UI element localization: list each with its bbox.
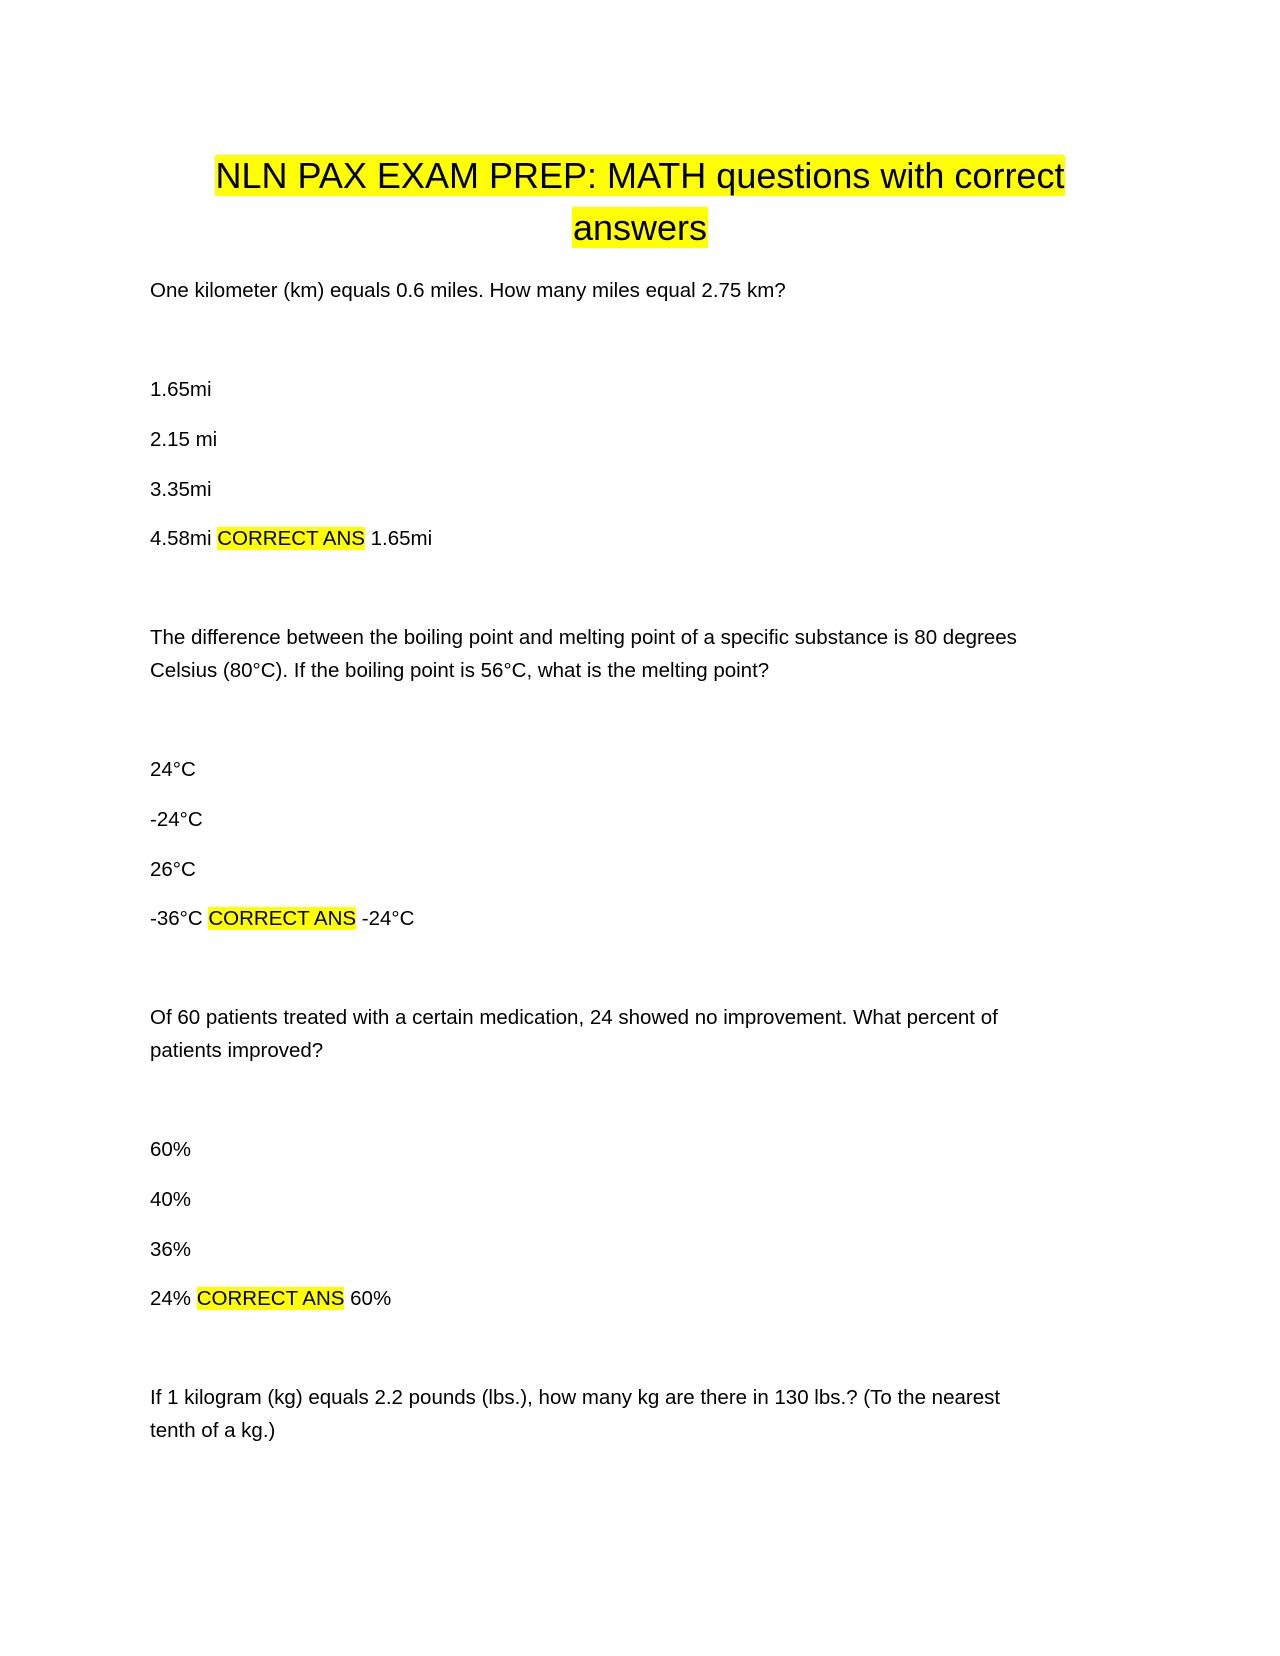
correct-answer: 1.65mi xyxy=(370,527,433,550)
question-1-text: One kilometer (km) equals 0.6 miles. How many miles equal 2.75 km? xyxy=(150,279,786,302)
question-1-option-c: 3.35mi xyxy=(150,478,212,501)
title-line-1: NLN PAX EXAM PREP: MATH questions with correct xyxy=(215,155,1065,196)
option-text: 24% xyxy=(150,1287,192,1310)
question-2-option-c: 26°C xyxy=(150,858,196,881)
question-2-option-d-with-answer xyxy=(150,904,414,934)
question-2-option-a: 24°C xyxy=(150,758,196,781)
question-2-option-b: -24°C xyxy=(150,808,203,831)
correct-answer: 60% xyxy=(350,1287,392,1310)
title-line-2: answers xyxy=(572,207,708,248)
correct-answer-label: CORRECT ANS xyxy=(208,907,357,930)
question-3-text-line-2: patients improved? xyxy=(150,1039,324,1062)
correct-answer-label: CORRECT ANS xyxy=(217,527,365,550)
question-2-text-line-1: The difference between the boiling point and melting point of a specific substance is 80 degrees xyxy=(150,626,1017,649)
question-1-option-a: 1.65mi xyxy=(150,378,212,401)
question-1-option-b: 2.15 mi xyxy=(150,428,218,451)
correct-answer-label: CORRECT ANS xyxy=(196,1287,345,1310)
correct-answer: -24°C xyxy=(361,907,415,930)
option-text: -36°C xyxy=(150,907,203,930)
question-3-option-c: 36% xyxy=(150,1238,192,1261)
document-title xyxy=(0,150,1280,254)
question-3-text-line-1: Of 60 patients treated with a certain medication, 24 showed no improvement. What percent of xyxy=(150,1006,998,1029)
question-1-option-d-with-answer xyxy=(150,524,432,554)
option-text: 4.58mi xyxy=(150,527,212,550)
question-4-text-line-1: If 1 kilogram (kg) equals 2.2 pounds (lbs.), how many kg are there in 130 lbs.? (To the nearest xyxy=(150,1386,1001,1409)
question-3-option-d-with-answer xyxy=(150,1284,391,1314)
question-2-text-line-2: Celsius (80°C). If the boiling point is 56°C, what is the melting point? xyxy=(150,659,770,682)
question-3-option-a: 60% xyxy=(150,1138,192,1161)
question-4-text-line-2: tenth of a kg.) xyxy=(150,1419,276,1442)
question-3-option-b: 40% xyxy=(150,1188,192,1211)
